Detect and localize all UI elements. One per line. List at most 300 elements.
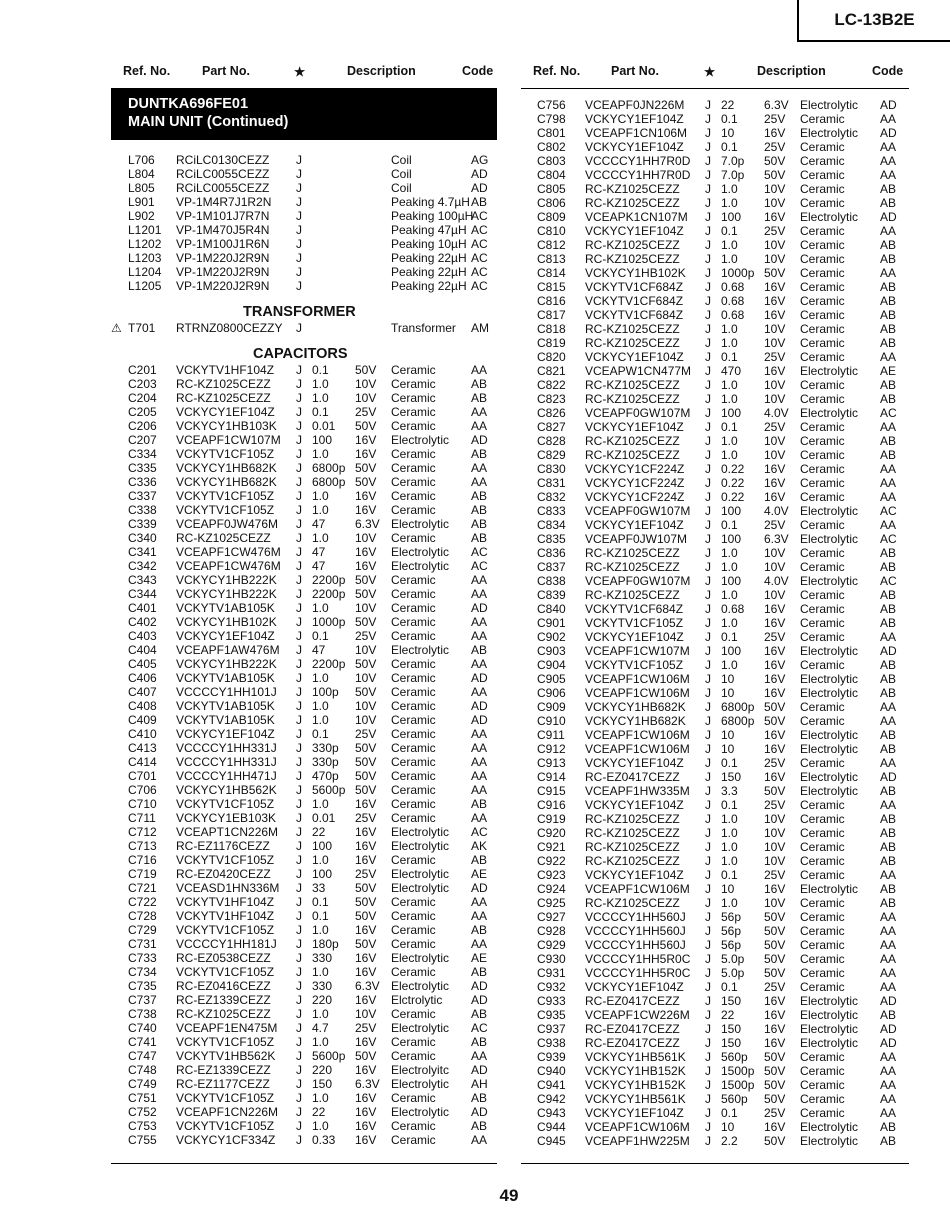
ref-no: L1201	[128, 223, 162, 237]
ref-no: C338	[128, 503, 157, 517]
ref-no: C834	[537, 518, 566, 532]
description: Ceramic	[391, 503, 436, 517]
ref-no: C820	[537, 350, 566, 364]
code: AA	[471, 419, 488, 433]
value: 100	[721, 644, 742, 658]
part-no: RC-KZ1025CEZZ	[585, 434, 680, 448]
code: AD	[471, 167, 488, 181]
part-no: VCKYTV1CF684Z	[585, 294, 684, 308]
code: AB	[880, 1008, 897, 1022]
code: AA	[471, 1133, 488, 1147]
description: Ceramic	[800, 616, 845, 630]
description: Ceramic	[800, 910, 845, 924]
voltage: 10V	[764, 252, 786, 266]
ref-no: L1202	[128, 237, 162, 251]
voltage: 16V	[764, 686, 786, 700]
voltage: 16V	[764, 672, 786, 686]
ref-no: C206	[128, 419, 157, 433]
part-no: RC-KZ1025CEZZ	[585, 546, 680, 560]
code: AB	[471, 447, 488, 461]
rank: J	[705, 756, 711, 770]
rank: J	[296, 909, 302, 923]
value: 47	[312, 643, 326, 657]
code: AB	[880, 322, 897, 336]
ref-no: C912	[537, 742, 566, 756]
value: 150	[312, 1077, 333, 1091]
voltage: 10V	[355, 671, 377, 685]
part-no: VCKYCY1HB222K	[176, 657, 277, 671]
value: 10	[721, 1120, 735, 1134]
voltage: 10V	[764, 896, 786, 910]
code: AM	[471, 321, 489, 335]
code: AB	[880, 742, 897, 756]
description: Ceramic	[391, 601, 436, 615]
ref-no: L901	[128, 195, 155, 209]
voltage: 50V	[355, 587, 377, 601]
part-no: VP-1M470J5R4N	[176, 223, 270, 237]
value: 10	[721, 728, 735, 742]
rank: J	[296, 195, 302, 209]
description: Ceramic	[800, 280, 845, 294]
code: AA	[471, 475, 488, 489]
rank: J	[705, 840, 711, 854]
code: AB	[471, 923, 488, 937]
code: AC	[471, 1021, 488, 1035]
ref-no: C406	[128, 671, 157, 685]
ref-no: C819	[537, 336, 566, 350]
voltage: 50V	[764, 700, 786, 714]
code: AC	[880, 532, 897, 546]
ref-no: C812	[537, 238, 566, 252]
value: 1.0	[721, 854, 738, 868]
code: AA	[880, 700, 897, 714]
part-no: RC-KZ1025CEZZ	[585, 238, 680, 252]
ref-no: C937	[537, 1022, 566, 1036]
ref-no: C832	[537, 490, 566, 504]
part-no: VCKYCY1EF104Z	[585, 140, 684, 154]
part-no: VCKYTV1AB105K	[176, 601, 275, 615]
description: Ceramic	[800, 294, 845, 308]
part-no: RC-EZ0416CEZZ	[176, 979, 271, 993]
ref-no: C944	[537, 1120, 566, 1134]
value: 100	[312, 433, 333, 447]
code: AB	[880, 784, 897, 798]
code: AD	[880, 644, 897, 658]
voltage: 50V	[764, 1092, 786, 1106]
part-no: VCKYTV1CF105Z	[176, 853, 275, 867]
value: 560p	[721, 1050, 748, 1064]
part-no: VCCCCY1HH331J	[176, 741, 277, 755]
description: Peaking 100µH	[391, 209, 474, 223]
value: 2200p	[312, 573, 346, 587]
voltage: 16V	[355, 965, 377, 979]
rank: J	[296, 741, 302, 755]
ref-no: C336	[128, 475, 157, 489]
code: AB	[471, 1035, 488, 1049]
part-no: VCKYCY1HB152K	[585, 1078, 686, 1092]
part-no: VCKYCY1HB102K	[585, 266, 686, 280]
ref-no: C939	[537, 1050, 566, 1064]
part-no: VCKYCY1EF104Z	[585, 420, 684, 434]
description: Electrolytic	[800, 644, 859, 658]
part-no: VCCCCY1HH560J	[585, 910, 686, 924]
code: AA	[471, 587, 488, 601]
voltage: 50V	[355, 475, 377, 489]
value: 0.1	[721, 868, 738, 882]
ref-no: C749	[128, 1077, 157, 1091]
rank: J	[705, 658, 711, 672]
code: AB	[880, 1134, 897, 1148]
part-no: RC-KZ1025CEZZ	[585, 826, 680, 840]
description: Ceramic	[800, 714, 845, 728]
rank: J	[705, 686, 711, 700]
value: 22	[721, 1008, 735, 1022]
code: AA	[880, 924, 897, 938]
value: 7.0p	[721, 168, 745, 182]
part-no: VCKYTV1CF684Z	[585, 602, 684, 616]
ref-no: C816	[537, 294, 566, 308]
description: Electrolytic	[391, 643, 450, 657]
description: Ceramic	[800, 462, 845, 476]
ref-no: C913	[537, 756, 566, 770]
part-no: VCKYTV1AB105K	[176, 713, 275, 727]
part-no: VCEAPF1CN226M	[176, 1105, 279, 1119]
voltage: 10V	[355, 713, 377, 727]
ref-no: C335	[128, 461, 157, 475]
description: Ceramic	[800, 182, 845, 196]
voltage: 50V	[355, 363, 377, 377]
part-no: VCKYTV1CF105Z	[176, 797, 275, 811]
value: 10	[721, 742, 735, 756]
rank: J	[705, 350, 711, 364]
code: AB	[471, 503, 488, 517]
value: 0.1	[312, 363, 329, 377]
voltage: 16V	[764, 770, 786, 784]
voltage: 10V	[764, 588, 786, 602]
rank: J	[705, 476, 711, 490]
voltage: 6.3V	[764, 98, 789, 112]
part-no: VCKYTV1HF104Z	[176, 895, 275, 909]
ref-no: C836	[537, 546, 566, 560]
value: 100p	[312, 685, 339, 699]
rank: J	[296, 685, 302, 699]
description: Ceramic	[800, 476, 845, 490]
part-no: RC-EZ1177CEZZ	[176, 1077, 270, 1091]
part-no: RC-EZ0420CEZZ	[176, 867, 271, 881]
rank: J	[705, 700, 711, 714]
voltage: 25V	[355, 405, 377, 419]
ref-no: C207	[128, 433, 157, 447]
rank: J	[705, 182, 711, 196]
value: 0.1	[312, 895, 329, 909]
code: AC	[471, 545, 488, 559]
value: 0.01	[312, 811, 336, 825]
value: 1.0	[721, 658, 738, 672]
rank: J	[705, 560, 711, 574]
part-no: VCKYCY1HB102K	[176, 615, 277, 629]
voltage: 25V	[764, 112, 786, 126]
ref-no: C826	[537, 406, 566, 420]
voltage: 16V	[355, 447, 377, 461]
code: AD	[880, 126, 897, 140]
rank: J	[296, 1035, 302, 1049]
ref-no: C806	[537, 196, 566, 210]
rank: J	[705, 154, 711, 168]
ref-no: C711	[128, 811, 156, 825]
code: AA	[880, 798, 897, 812]
part-no: RCiLC0055CEZZ	[176, 167, 270, 181]
voltage: 16V	[764, 1008, 786, 1022]
rank: J	[705, 140, 711, 154]
part-no: VCEAPF0GW107M	[585, 574, 691, 588]
voltage: 16V	[764, 490, 786, 504]
voltage: 50V	[355, 615, 377, 629]
rank: J	[705, 1134, 711, 1148]
voltage: 50V	[355, 685, 377, 699]
ref-no: C941	[537, 1078, 566, 1092]
code: AA	[471, 405, 488, 419]
ref-no: C924	[537, 882, 566, 896]
ref-no: C342	[128, 559, 157, 573]
part-no: RC-KZ1025CEZZ	[585, 560, 680, 574]
description: Ceramic	[391, 489, 436, 503]
part-no: VCKYTV1CF105Z	[176, 923, 275, 937]
description: Ceramic	[800, 154, 845, 168]
ref-no: C737	[128, 993, 157, 1007]
ref-no: C738	[128, 1007, 157, 1021]
part-no: VCKYCY1EF104Z	[585, 112, 684, 126]
voltage: 10V	[355, 699, 377, 713]
description: Ceramic	[391, 1133, 436, 1147]
description: Electrolytic	[391, 1077, 450, 1091]
code: AA	[471, 1049, 488, 1063]
ref-no: C755	[128, 1133, 157, 1147]
rank: J	[296, 965, 302, 979]
voltage: 25V	[764, 756, 786, 770]
ref-no: C721	[128, 881, 157, 895]
voltage: 16V	[764, 644, 786, 658]
value: 100	[721, 532, 742, 546]
code: AD	[880, 210, 897, 224]
value: 3.3	[721, 784, 738, 798]
voltage: 50V	[355, 895, 377, 909]
description: Transformer	[391, 321, 456, 335]
code: AB	[471, 965, 488, 979]
description: Peaking 22µH	[391, 279, 467, 293]
ref-no: C814	[537, 266, 566, 280]
ref-no: C833	[537, 504, 566, 518]
voltage: 50V	[355, 1049, 377, 1063]
ref-no: C344	[128, 587, 157, 601]
part-no: VCKYTV1CF105Z	[176, 489, 275, 503]
value: 0.68	[721, 602, 745, 616]
value: 0.22	[721, 476, 745, 490]
rank: J	[296, 1133, 302, 1147]
ref-no: C914	[537, 770, 566, 784]
voltage: 16V	[764, 294, 786, 308]
ref-no: C809	[537, 210, 566, 224]
voltage: 10V	[764, 322, 786, 336]
voltage: 16V	[355, 489, 377, 503]
voltage: 50V	[764, 1078, 786, 1092]
description: Coil	[391, 153, 412, 167]
description: Ceramic	[800, 224, 845, 238]
code: AA	[471, 895, 488, 909]
part-no: RC-KZ1025CEZZ	[585, 322, 680, 336]
voltage: 10V	[764, 812, 786, 826]
description: Electrolytic	[800, 728, 859, 742]
value: 180p	[312, 937, 339, 951]
voltage: 16V	[355, 1035, 377, 1049]
description: Ceramic	[800, 966, 845, 980]
voltage: 16V	[355, 1091, 377, 1105]
code: AB	[880, 602, 897, 616]
value: 1.0	[721, 840, 738, 854]
ref-no: C921	[537, 840, 566, 854]
voltage: 25V	[764, 518, 786, 532]
value: 2200p	[312, 657, 346, 671]
value: 5600p	[312, 1049, 346, 1063]
rank: J	[705, 364, 711, 378]
ref-no: C822	[537, 378, 566, 392]
rank: J	[705, 462, 711, 476]
ref-no: C201	[128, 363, 157, 377]
part-no: RC-KZ1025CEZZ	[585, 336, 680, 350]
code: AC	[471, 559, 488, 573]
header-part-right: Part No.	[611, 64, 659, 78]
description: Electrolytic	[800, 532, 859, 546]
code: AA	[880, 1078, 897, 1092]
code: AB	[880, 182, 897, 196]
ref-no: C339	[128, 517, 157, 531]
code: AB	[880, 336, 897, 350]
rank: J	[296, 1077, 302, 1091]
value: 4.7	[312, 1021, 329, 1035]
ref-no: C923	[537, 868, 566, 882]
part-no: VCKYCY1EF104Z	[585, 868, 684, 882]
voltage: 25V	[764, 798, 786, 812]
rank: J	[296, 853, 302, 867]
value: 33	[312, 881, 326, 895]
voltage: 50V	[764, 714, 786, 728]
voltage: 10V	[764, 854, 786, 868]
voltage: 50V	[355, 937, 377, 951]
rank: J	[705, 280, 711, 294]
voltage: 16V	[355, 433, 377, 447]
code: AC	[471, 265, 488, 279]
description: Ceramic	[800, 1050, 845, 1064]
code: AD	[880, 994, 897, 1008]
description: Ceramic	[391, 377, 436, 391]
ref-no: C801	[537, 126, 566, 140]
rank: J	[296, 1063, 302, 1077]
value: 0.68	[721, 294, 745, 308]
value: 1.0	[312, 447, 329, 461]
voltage: 16V	[764, 308, 786, 322]
description: Ceramic	[800, 1064, 845, 1078]
ref-no: C829	[537, 448, 566, 462]
description: Ceramic	[800, 378, 845, 392]
description: Ceramic	[800, 602, 845, 616]
code: AD	[471, 699, 488, 713]
part-no: VCCCCY1HH7R0D	[585, 168, 691, 182]
code: AA	[471, 657, 488, 671]
voltage: 10V	[764, 182, 786, 196]
code: AA	[471, 461, 488, 475]
rank: J	[296, 1021, 302, 1035]
part-no: VCCCCY1HH7R0D	[585, 154, 691, 168]
code: AC	[471, 209, 488, 223]
ref-no: L805	[128, 181, 155, 195]
header-star-left: ★	[294, 65, 306, 79]
ref-no: C402	[128, 615, 157, 629]
description: Ceramic	[391, 699, 436, 713]
value: 1.0	[312, 1007, 329, 1021]
voltage: 16V	[764, 1036, 786, 1050]
description: Electrolytic	[391, 881, 450, 895]
value: 56p	[721, 910, 742, 924]
description: Electrolytic	[391, 559, 450, 573]
part-no: VCEAPF1HW335M	[585, 784, 690, 798]
code: AA	[880, 714, 897, 728]
code: AB	[880, 196, 897, 210]
code: AA	[880, 868, 897, 882]
value: 150	[721, 994, 742, 1008]
rank: J	[296, 1119, 302, 1133]
part-no: VCEAPW1CN477M	[585, 364, 692, 378]
rank: J	[296, 559, 302, 573]
voltage: 16V	[764, 462, 786, 476]
part-no: RC-KZ1025CEZZ	[176, 1007, 271, 1021]
voltage: 25V	[764, 1106, 786, 1120]
model-number: LC-13B2E	[834, 9, 915, 29]
voltage: 16V	[764, 280, 786, 294]
voltage: 50V	[764, 154, 786, 168]
code: AB	[880, 1120, 897, 1134]
description: Ceramic	[391, 811, 436, 825]
ref-no: C932	[537, 980, 566, 994]
description: Ceramic	[800, 560, 845, 574]
ref-no: C933	[537, 994, 566, 1008]
ref-no: T701	[128, 321, 156, 335]
description: Ceramic	[800, 1106, 845, 1120]
ref-no: C731	[128, 937, 157, 951]
description: Ceramic	[800, 140, 845, 154]
code: AA	[880, 420, 897, 434]
description: Electrolytic	[391, 867, 450, 881]
description: Ceramic	[800, 490, 845, 504]
code: AA	[880, 168, 897, 182]
ref-no: C337	[128, 489, 157, 503]
code: AB	[471, 1007, 488, 1021]
part-no: VCKYCY1EF104Z	[176, 629, 275, 643]
part-no: VCCCCY1HH101J	[176, 685, 277, 699]
voltage: 25V	[764, 630, 786, 644]
value: 1.0	[312, 391, 329, 405]
rank: J	[705, 854, 711, 868]
code: AB	[880, 588, 897, 602]
ref-no: C414	[128, 755, 157, 769]
voltage: 16V	[764, 1022, 786, 1036]
voltage: 16V	[764, 602, 786, 616]
value: 100	[312, 867, 333, 881]
description: Ceramic	[800, 238, 845, 252]
unit-code: DUNTKA696FE01	[128, 96, 249, 112]
header-code-right: Code	[872, 64, 904, 78]
code: AD	[471, 979, 488, 993]
header-part-left: Part No.	[202, 64, 250, 78]
ref-no: C804	[537, 168, 566, 182]
